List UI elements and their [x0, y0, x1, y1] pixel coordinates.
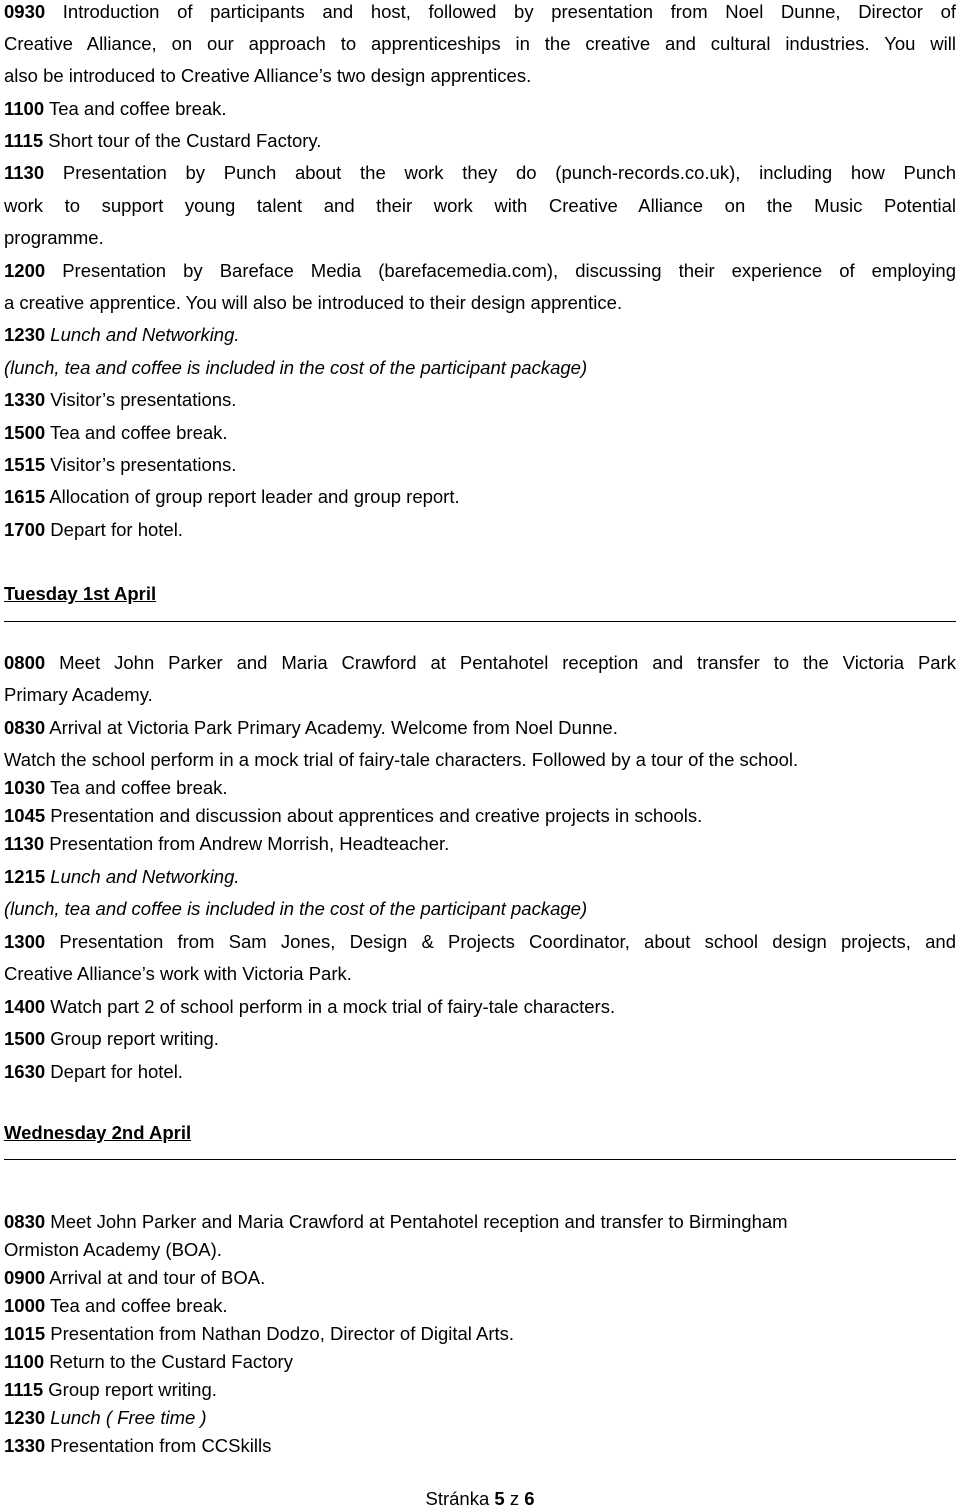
agenda-time: 1400 — [4, 996, 46, 1017]
agenda-time: 1330 — [4, 1435, 46, 1456]
agenda-text: Presentation and discussion about apprentices and creative projects in schools. — [50, 805, 703, 826]
agenda-line — [4, 865, 956, 889]
agenda-time: 1300 — [4, 931, 46, 952]
agenda-text: Visitor’s presentations. — [50, 389, 237, 410]
agenda-note: (lunch, tea and coffee is included in the cost of the participant package) — [4, 357, 588, 378]
agenda-text: Tea and coffee break. — [48, 98, 227, 119]
agenda-time: 1045 — [4, 805, 46, 826]
agenda-time: 1100 — [4, 98, 45, 119]
agenda-text: Presentation from Sam Jones, Design & Projects Coordinator, about school design projects, and — [59, 931, 956, 952]
agenda-text: Meet John Parker and Maria Crawford at Pentahotel reception and transfer to the Victoria Park — [59, 652, 956, 673]
agenda-line — [4, 1350, 956, 1374]
agenda-time: 0900 — [4, 1267, 46, 1288]
agenda-time: 1230 — [4, 324, 46, 345]
agenda-time: 1615 — [4, 486, 46, 507]
agenda-line — [4, 421, 956, 445]
agenda-line — [4, 897, 956, 921]
day-heading-wednesday: Wednesday 2nd April — [4, 1122, 192, 1143]
agenda-line — [4, 356, 956, 380]
page-separator: z — [509, 1488, 520, 1509]
agenda-time: 1515 — [4, 454, 46, 475]
agenda-time: 0930 — [4, 1, 46, 22]
agenda-line — [4, 453, 956, 477]
agenda-text: Creative Alliance’s work with Victoria Park. — [4, 963, 352, 984]
agenda-text: Ormiston Academy (BOA). — [4, 1239, 222, 1260]
agenda-line — [4, 485, 956, 509]
agenda-line — [4, 1378, 956, 1402]
agenda-text: Presentation from Andrew Morrish, Headteacher. — [49, 833, 450, 854]
agenda-text: Group report writing. — [48, 1379, 217, 1400]
agenda-text: Presentation by Punch about the work they do (punch-records.co.uk), including how Punch — [62, 162, 957, 183]
page-label: Stránka — [425, 1488, 490, 1509]
page-total: 6 — [524, 1488, 535, 1509]
agenda-text: Return to the Custard Factory — [49, 1351, 293, 1372]
agenda-text: Allocation of group report leader and group report. — [49, 486, 460, 507]
agenda-time: 1630 — [4, 1061, 46, 1082]
agenda-line — [4, 129, 956, 153]
agenda-text: Watch part 2 of school perform in a mock trial of fairy-tale characters. — [50, 996, 616, 1017]
section-divider — [4, 1159, 956, 1160]
agenda-text: Lunch and Networking. — [50, 324, 240, 345]
agenda-text: also be introduced to Creative Alliance’s two design apprentices. — [4, 65, 532, 86]
agenda-line — [4, 291, 956, 315]
agenda-line — [4, 716, 956, 740]
agenda-line — [4, 64, 956, 88]
agenda-line — [4, 0, 956, 24]
agenda-text: Primary Academy. — [4, 684, 153, 705]
agenda-line — [4, 930, 956, 954]
agenda-text: Presentation by Bareface Media (barefacemedia.com), discussing their experience of employing — [62, 260, 956, 281]
agenda-text: Creative Alliance, on our approach to apprenticeships in the creative and cultural industries. You will — [4, 33, 956, 54]
agenda-text: Depart for hotel. — [50, 1061, 183, 1082]
agenda-line — [4, 194, 956, 218]
agenda-line — [4, 388, 956, 412]
agenda-text: Arrival at and tour of BOA. — [49, 1267, 266, 1288]
agenda-note: (lunch, tea and coffee is included in the cost of the participant package) — [4, 898, 588, 919]
agenda-text: Short tour of the Custard Factory. — [48, 130, 322, 151]
agenda-time: 1100 — [4, 1351, 45, 1372]
agenda-line — [4, 1406, 956, 1430]
page-footer — [0, 1487, 960, 1511]
agenda-time: 1330 — [4, 389, 46, 410]
agenda-line — [4, 226, 956, 250]
agenda-text: Tea and coffee break. — [49, 777, 228, 798]
agenda-line — [4, 1266, 956, 1290]
agenda-time: 1500 — [4, 422, 46, 443]
agenda-time: 1230 — [4, 1407, 46, 1428]
agenda-time: 1015 — [4, 1323, 46, 1344]
agenda-time: 0830 — [4, 717, 46, 738]
agenda-line — [4, 1294, 956, 1318]
agenda-time: 0830 — [4, 1211, 46, 1232]
agenda-text: Introduction of participants and host, followed by presentation from Noel Dunne, Director of — [62, 1, 956, 22]
agenda-text: Depart for hotel. — [50, 519, 183, 540]
agenda-text: Arrival at Victoria Park Primary Academy. Welcome from Noel Dunne. — [49, 717, 618, 738]
agenda-line — [4, 259, 956, 283]
section-divider — [4, 621, 956, 622]
agenda-text: work to support young talent and their work with Creative Alliance on the Music Potential — [4, 195, 956, 216]
agenda-line — [4, 1434, 956, 1458]
agenda-line — [4, 683, 956, 707]
page-number: 5 — [494, 1488, 505, 1509]
agenda-time: 1130 — [4, 833, 45, 854]
agenda-line — [4, 804, 956, 828]
agenda-line — [4, 832, 956, 856]
agenda-text: Tea and coffee break. — [49, 1295, 228, 1316]
agenda-line — [4, 1210, 956, 1234]
agenda-text: Visitor’s presentations. — [50, 454, 237, 475]
agenda-line — [4, 1322, 956, 1346]
agenda-text: Presentation from CCSkills — [50, 1435, 272, 1456]
agenda-line — [4, 1027, 956, 1051]
agenda-text: Watch the school perform in a mock trial of fairy-tale characters. Followed by a tour of the school. — [4, 749, 799, 770]
agenda-line — [4, 161, 956, 185]
agenda-text: a creative apprentice. You will also be introduced to their design apprentice. — [4, 292, 623, 313]
agenda-text: Tea and coffee break. — [49, 422, 228, 443]
agenda-time: 1200 — [4, 260, 46, 281]
agenda-text: Group report writing. — [50, 1028, 219, 1049]
agenda-time: 1700 — [4, 519, 46, 540]
day-heading-tuesday: Tuesday 1st April — [4, 583, 157, 604]
agenda-line — [4, 1060, 956, 1084]
agenda-line — [4, 748, 956, 772]
agenda-time: 1115 — [4, 1379, 44, 1400]
agenda-text: Lunch and Networking. — [50, 866, 240, 887]
agenda-text: Lunch ( Free time ) — [50, 1407, 207, 1428]
agenda-time: 1500 — [4, 1028, 46, 1049]
agenda-line — [4, 97, 956, 121]
agenda-line — [4, 776, 956, 800]
agenda-line — [4, 1238, 956, 1262]
agenda-text: Meet John Parker and Maria Crawford at Pentahotel reception and transfer to Birmingham — [50, 1211, 788, 1232]
agenda-time: 1000 — [4, 1295, 46, 1316]
agenda-time: 1115 — [4, 130, 44, 151]
agenda-line — [4, 518, 956, 542]
agenda-line — [4, 32, 956, 56]
agenda-line — [4, 962, 956, 986]
agenda-line — [4, 323, 956, 347]
agenda-text: programme. — [4, 227, 104, 248]
agenda-time: 1215 — [4, 866, 46, 887]
agenda-time: 0800 — [4, 652, 46, 673]
agenda-time: 1130 — [4, 162, 45, 183]
agenda-line — [4, 651, 956, 675]
agenda-text: Presentation from Nathan Dodzo, Director of Digital Arts. — [50, 1323, 515, 1344]
agenda-line — [4, 995, 956, 1019]
agenda-time: 1030 — [4, 777, 46, 798]
